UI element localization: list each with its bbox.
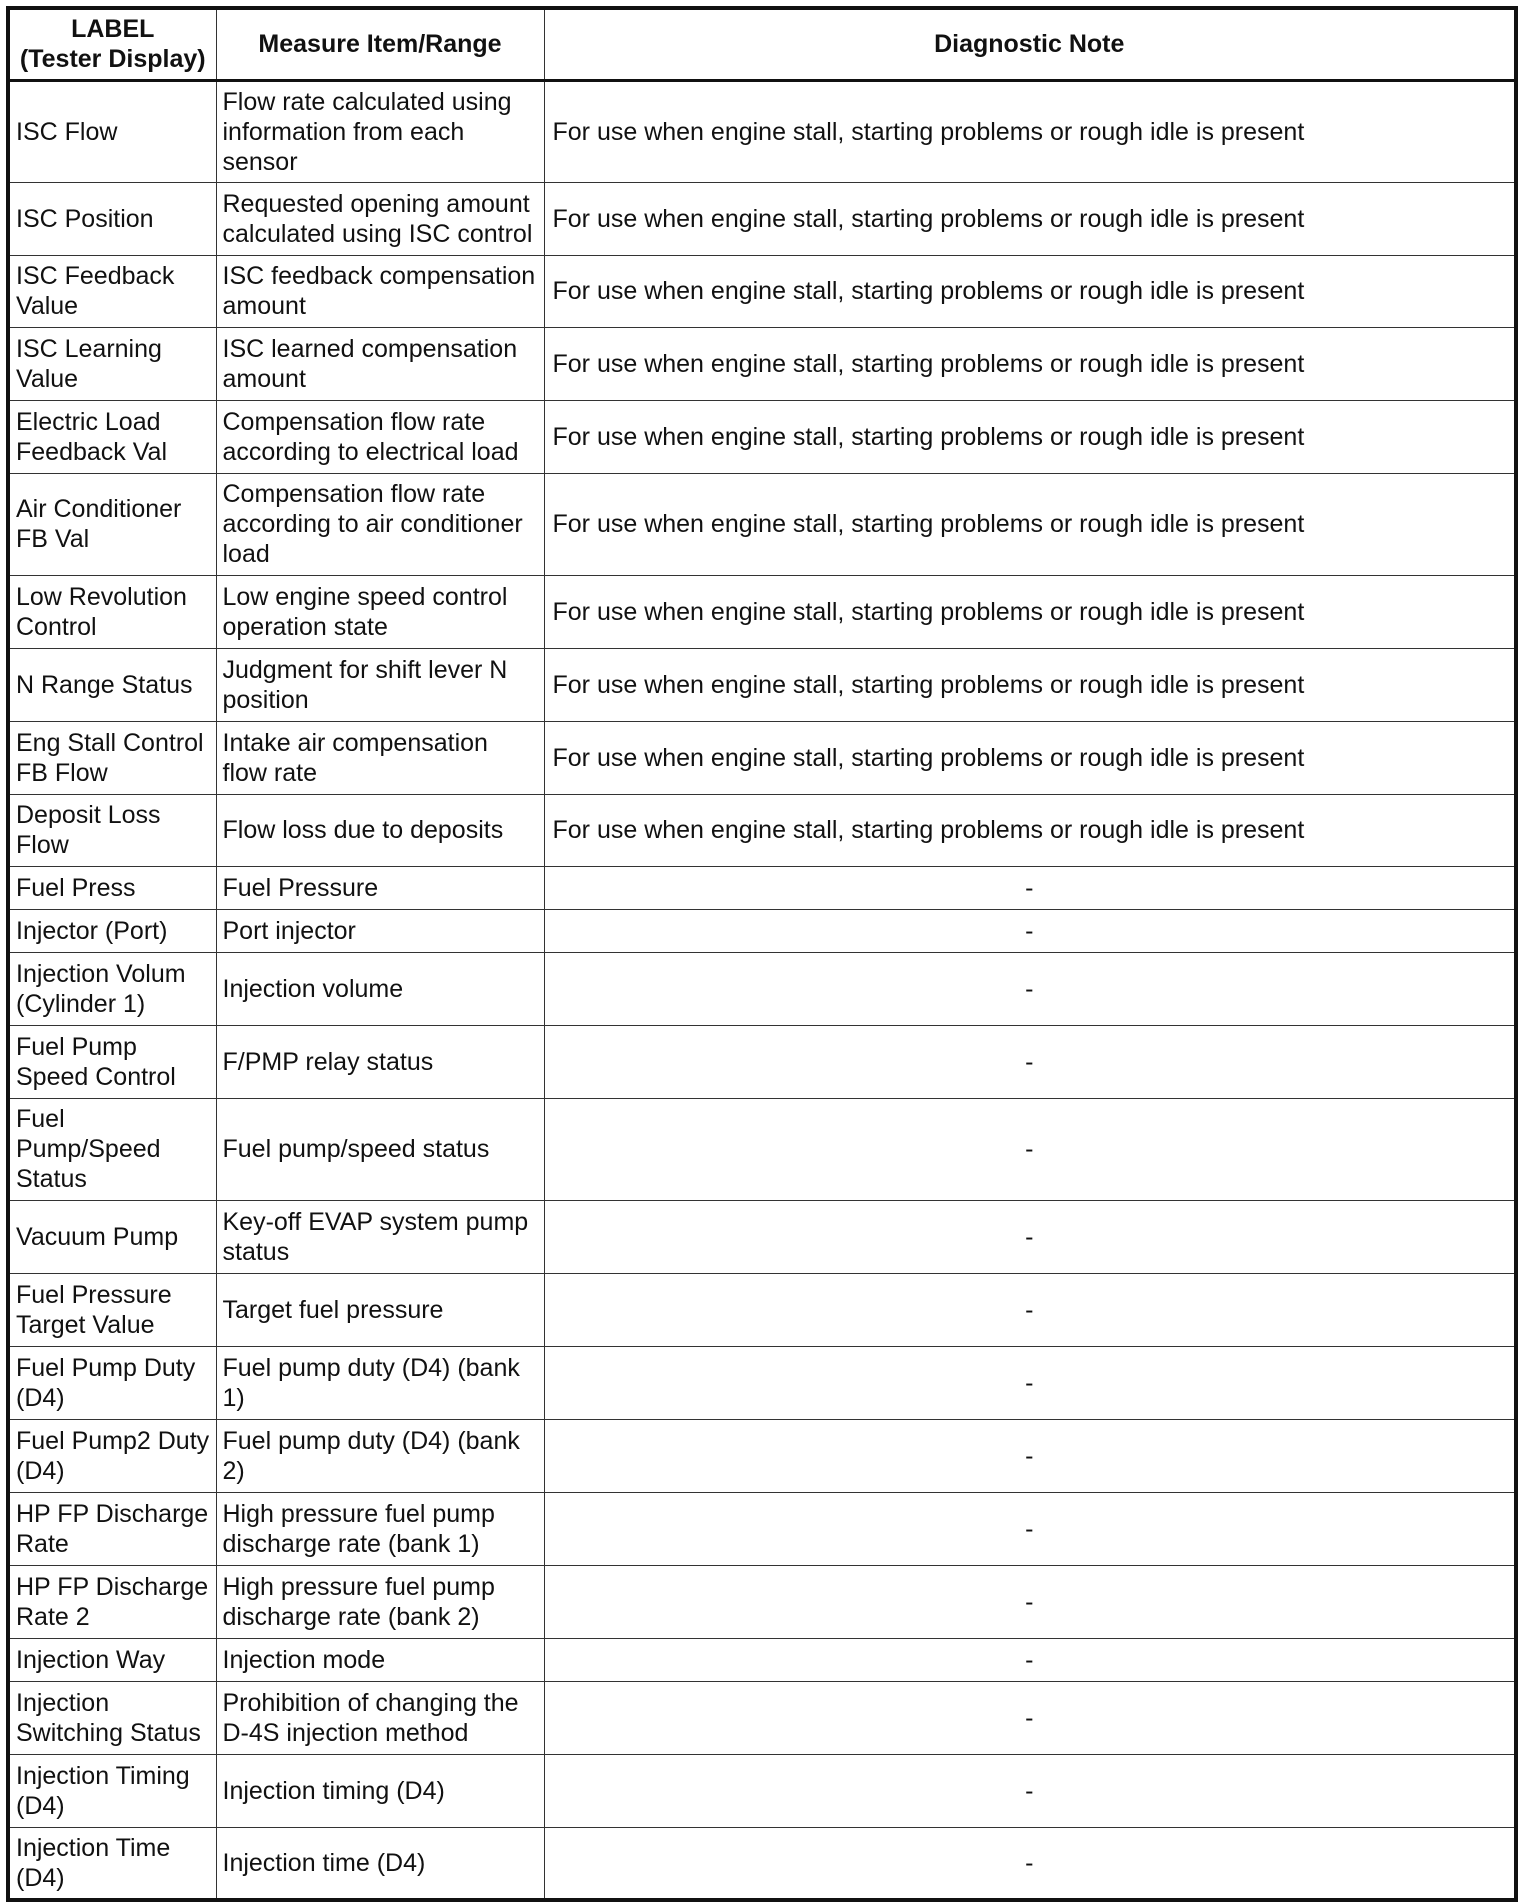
- measure-cell: Key-off EVAP system pump status: [216, 1200, 544, 1273]
- table-row: [8, 1200, 1516, 1273]
- note-cell: -: [544, 952, 1516, 1025]
- label-header-line2: (Tester Display): [19, 45, 206, 74]
- label-cell: Injection Time (D4): [8, 1827, 216, 1900]
- measure-cell: Flow rate calculated using information from each sensor: [216, 80, 544, 182]
- note-cell: For use when engine stall, starting problems or rough idle is present: [544, 575, 1516, 648]
- table-row: [8, 794, 1516, 866]
- label-cell: Fuel Press: [8, 866, 216, 909]
- measure-cell: High pressure fuel pump discharge rate (bank 1): [216, 1492, 544, 1565]
- table-row: [8, 1754, 1516, 1827]
- measure-cell: Injection time (D4): [216, 1827, 544, 1900]
- measure-cell: Prohibition of changing the D-4S injection method: [216, 1681, 544, 1754]
- data-list-table: [6, 6, 1518, 1902]
- note-cell: For use when engine stall, starting problems or rough idle is present: [544, 648, 1516, 721]
- label-cell: Fuel Pressure Target Value: [8, 1273, 216, 1346]
- table-row: [8, 80, 1516, 182]
- label-header-line1: LABEL: [71, 15, 155, 44]
- label-cell: Injector (Port): [8, 909, 216, 952]
- header-row: [8, 8, 1516, 80]
- data-list-sheet: [6, 6, 1514, 1902]
- table-row: [8, 909, 1516, 952]
- table-row: [8, 182, 1516, 255]
- table-row: [8, 1492, 1516, 1565]
- measure-cell: Injection volume: [216, 952, 544, 1025]
- label-cell: Injection Switching Status: [8, 1681, 216, 1754]
- note-cell: -: [544, 1346, 1516, 1419]
- label-cell: Electric Load Feedback Val: [8, 400, 216, 473]
- measure-cell: Judgment for shift lever N position: [216, 648, 544, 721]
- label-cell: Air Conditioner FB Val: [8, 473, 216, 575]
- note-cell: -: [544, 1419, 1516, 1492]
- note-cell: -: [544, 1273, 1516, 1346]
- table-row: [8, 1419, 1516, 1492]
- table-row: [8, 1025, 1516, 1098]
- measure-cell: Injection mode: [216, 1638, 544, 1681]
- table-row: [8, 575, 1516, 648]
- label-cell: ISC Learning Value: [8, 327, 216, 400]
- label-cell: Fuel Pump Duty (D4): [8, 1346, 216, 1419]
- note-cell: -: [544, 1827, 1516, 1900]
- note-cell: For use when engine stall, starting problems or rough idle is present: [544, 473, 1516, 575]
- table-row: [8, 1681, 1516, 1754]
- table-row: [8, 1827, 1516, 1900]
- table-row: [8, 648, 1516, 721]
- label-cell: Eng Stall Control FB Flow: [8, 721, 216, 794]
- measure-cell: Fuel pump/speed status: [216, 1098, 544, 1200]
- note-cell: For use when engine stall, starting problems or rough idle is present: [544, 400, 1516, 473]
- note-cell: -: [544, 1754, 1516, 1827]
- label-cell: Low Revolution Control: [8, 575, 216, 648]
- table-row: [8, 952, 1516, 1025]
- label-cell: ISC Feedback Value: [8, 255, 216, 327]
- note-cell: For use when engine stall, starting problems or rough idle is present: [544, 721, 1516, 794]
- label-cell: ISC Flow: [8, 80, 216, 182]
- note-cell: -: [544, 1025, 1516, 1098]
- note-cell: -: [544, 1565, 1516, 1638]
- note-cell: For use when engine stall, starting problems or rough idle is present: [544, 80, 1516, 182]
- table-row: [8, 400, 1516, 473]
- label-cell: HP FP Discharge Rate: [8, 1492, 216, 1565]
- table-row: [8, 1638, 1516, 1681]
- table-row: [8, 1346, 1516, 1419]
- table-row: [8, 721, 1516, 794]
- table-row: [8, 1565, 1516, 1638]
- note-cell: For use when engine stall, starting problems or rough idle is present: [544, 794, 1516, 866]
- label-cell: HP FP Discharge Rate 2: [8, 1565, 216, 1638]
- label-cell: ISC Position: [8, 182, 216, 255]
- measure-cell: F/PMP relay status: [216, 1025, 544, 1098]
- note-cell: -: [544, 1200, 1516, 1273]
- note-cell: -: [544, 1098, 1516, 1200]
- label-cell: Injection Volum (Cylinder 1): [8, 952, 216, 1025]
- measure-cell: Fuel Pressure: [216, 866, 544, 909]
- label-cell: Injection Way: [8, 1638, 216, 1681]
- table-row: [8, 1098, 1516, 1200]
- measure-cell: Flow loss due to deposits: [216, 794, 544, 866]
- label-cell: Fuel Pump2 Duty (D4): [8, 1419, 216, 1492]
- label-cell: Injection Timing (D4): [8, 1754, 216, 1827]
- note-cell: -: [544, 1681, 1516, 1754]
- table-row: [8, 473, 1516, 575]
- note-cell: For use when engine stall, starting problems or rough idle is present: [544, 255, 1516, 327]
- measure-cell: Injection timing (D4): [216, 1754, 544, 1827]
- note-column-header: Diagnostic Note: [544, 8, 1516, 80]
- measure-cell: Compensation flow rate according to air conditioner load: [216, 473, 544, 575]
- table-row: [8, 327, 1516, 400]
- label-cell: N Range Status: [8, 648, 216, 721]
- note-cell: -: [544, 909, 1516, 952]
- label-cell: Fuel Pump/Speed Status: [8, 1098, 216, 1200]
- measure-cell: Port injector: [216, 909, 544, 952]
- measure-cell: Fuel pump duty (D4) (bank 1): [216, 1346, 544, 1419]
- measure-cell: Intake air compensation flow rate: [216, 721, 544, 794]
- measure-cell: Requested opening amount calculated using ISC control: [216, 182, 544, 255]
- note-cell: For use when engine stall, starting problems or rough idle is present: [544, 327, 1516, 400]
- note-cell: -: [544, 866, 1516, 909]
- measure-cell: Fuel pump duty (D4) (bank 2): [216, 1419, 544, 1492]
- measure-cell: Low engine speed control operation state: [216, 575, 544, 648]
- label-column-header: [8, 8, 216, 80]
- measure-cell: ISC learned compensation amount: [216, 327, 544, 400]
- label-cell: Deposit Loss Flow: [8, 794, 216, 866]
- measure-column-header: Measure Item/Range: [216, 8, 544, 80]
- measure-cell: High pressure fuel pump discharge rate (bank 2): [216, 1565, 544, 1638]
- label-cell: Vacuum Pump: [8, 1200, 216, 1273]
- measure-cell: ISC feedback compensation amount: [216, 255, 544, 327]
- table-row: [8, 1273, 1516, 1346]
- label-cell: Fuel Pump Speed Control: [8, 1025, 216, 1098]
- note-cell: For use when engine stall, starting problems or rough idle is present: [544, 182, 1516, 255]
- note-cell: -: [544, 1492, 1516, 1565]
- measure-cell: Compensation flow rate according to electrical load: [216, 400, 544, 473]
- table-row: [8, 255, 1516, 327]
- measure-cell: Target fuel pressure: [216, 1273, 544, 1346]
- table-row: [8, 866, 1516, 909]
- note-cell: -: [544, 1638, 1516, 1681]
